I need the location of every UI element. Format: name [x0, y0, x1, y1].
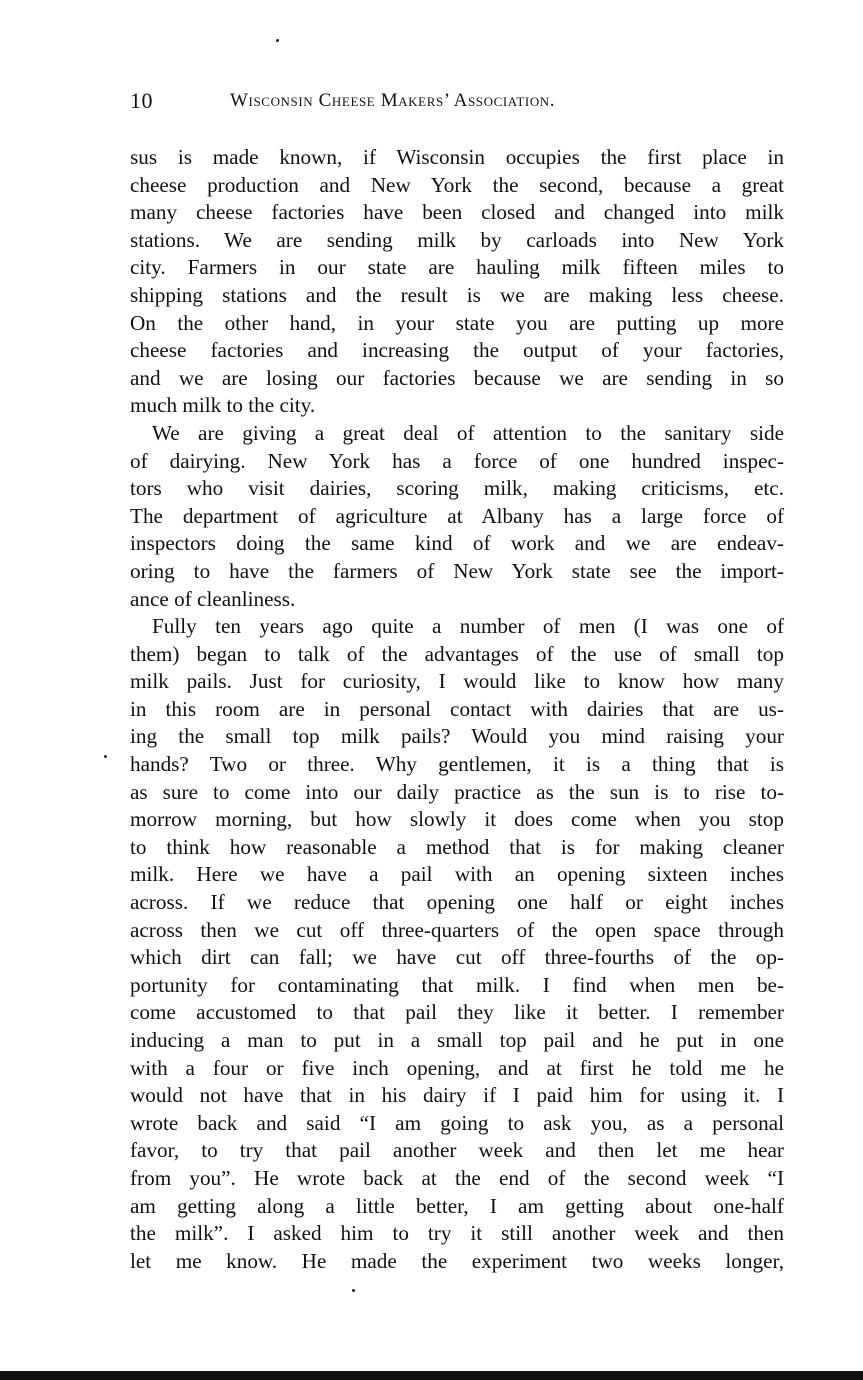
paragraph-first-line: We are giving a great deal of attention to the sanitary side — [152, 420, 784, 445]
text-line: across then we cut off three-quarters of the open space through — [130, 917, 784, 942]
text-line: and we are losing our factories because we are sending in so — [130, 365, 784, 390]
text-line: from you”. He wrote back at the end of the second week “I — [130, 1165, 784, 1190]
text-line: inducing a man to put in a small top pail and he put in one — [130, 1028, 784, 1052]
page-header — [130, 88, 790, 118]
paragraph-end-line: ance of cleanliness. — [130, 586, 296, 611]
text-line: wrote back and said “I am going to ask you, as a personal — [130, 1110, 784, 1135]
text-line: favor, to try that pail another week and then let me hear — [130, 1138, 784, 1163]
text-line: in this room are in personal contact with dairies that are us- — [130, 696, 784, 721]
text-line: city. Farmers in our state are hauling milk fifteen miles to — [130, 255, 784, 280]
text-line: come accustomed to that pail they like it better. I remember — [130, 1000, 784, 1025]
page-number: 10 — [130, 88, 153, 113]
text-line: ing the small top milk pails? Would you mind raising your — [130, 724, 784, 749]
text-line: milk. Here we have a pail with an opening sixteen inches — [130, 862, 784, 887]
text-line: milk pails. Just for curiosity, I would like to know how many — [130, 669, 784, 694]
text-line: cheese factories and increasing the output of your factories, — [130, 338, 784, 363]
text-line: with a four or five inch opening, and at first he told me he — [130, 1055, 784, 1080]
text-line: morrow morning, but how slowly it does come when you stop — [130, 807, 784, 832]
text-line: hands? Two or three. Why gentlemen, it is a thing that is — [130, 752, 784, 777]
text-line: stations. We are sending milk by carloads into New York — [130, 227, 784, 252]
text-line: tors who visit dairies, scoring milk, making criticisms, etc. — [130, 476, 784, 501]
text-line: to think how reasonable a method that is for making cleaner — [130, 834, 784, 859]
paragraph-end-line: much milk to the city. — [130, 393, 316, 418]
text-line: which dirt can fall; we have cut off three-fourths of the op- — [130, 945, 784, 970]
text-line: On the other hand, in your state you are putting up more — [130, 310, 784, 335]
text-line: am getting along a little better, I am getting about one-half — [130, 1193, 784, 1218]
text-line: them) began to talk of the advantages of the use of small top — [130, 641, 784, 666]
text-line: inspectors doing the same kind of work and we are endeav- — [130, 531, 784, 556]
body-text — [130, 144, 784, 1275]
print-speck — [276, 39, 279, 42]
text-line: cheese production and New York the second, because a great — [130, 172, 784, 197]
text-line: The department of agriculture at Albany has a large force of — [130, 503, 784, 528]
print-speck — [104, 755, 107, 758]
text-line: of dairying. New York has a force of one hundred inspec- — [130, 448, 784, 473]
text-line: sus is made known, if Wisconsin occupies the first place in — [130, 145, 784, 169]
print-speck — [352, 1289, 355, 1292]
running-title: Wisconsin Cheese Makers’ Association. — [230, 90, 556, 111]
text-line: portunity for contaminating that milk. I find when men be- — [130, 972, 784, 997]
text-line: oring to have the farmers of New York state see the import- — [130, 558, 784, 583]
text-line: across. If we reduce that opening one half or eight inches — [130, 890, 784, 915]
scan-bottom-edge — [0, 1371, 863, 1380]
paragraph-first-line: Fully ten years ago quite a number of men (I was one of — [152, 614, 784, 639]
text-line: would not have that in his dairy if I paid him for using it. I — [130, 1083, 784, 1108]
text-line: the milk”. I asked him to try it still another week and then — [130, 1221, 784, 1246]
text-line: as sure to come into our daily practice as the sun is to rise to- — [130, 779, 784, 804]
text-line: let me know. He made the experiment two weeks longer, — [130, 1248, 784, 1273]
text-line: many cheese factories have been closed and changed into milk — [130, 200, 784, 225]
text-line: shipping stations and the result is we are making less cheese. — [130, 282, 784, 307]
